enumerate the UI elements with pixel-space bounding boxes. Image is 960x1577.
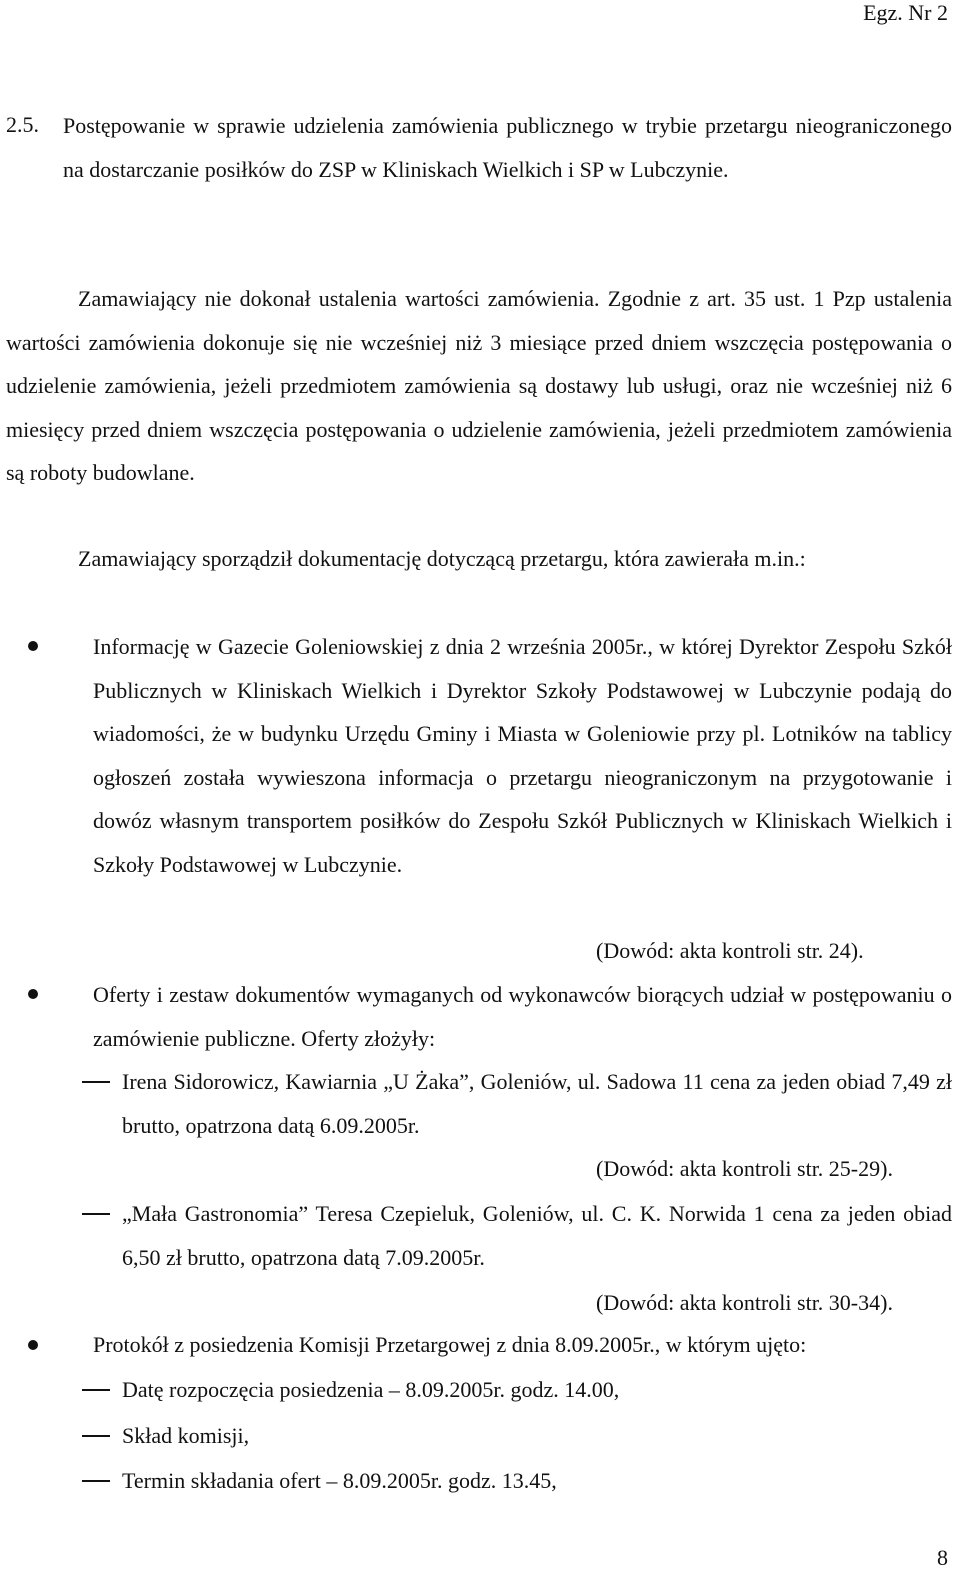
dash-icon	[82, 1081, 110, 1083]
paragraph-documentation-text: Zamawiający sporządził dokumentację dotyczącą przetargu, która zawierała m.in.:	[78, 546, 806, 571]
bullet-icon	[28, 1340, 38, 1350]
section-number: 2.5.	[6, 112, 39, 137]
evidence-reference: (Dowód: akta kontroli str. 24).	[596, 938, 864, 963]
section-title	[63, 104, 952, 191]
paragraph-documentation	[6, 537, 952, 581]
bullet-icon	[28, 989, 38, 999]
offer-sidorowicz	[122, 1060, 952, 1147]
offer-czepieluk-text: „Mała Gastronomia” Teresa Czepieluk, Goleniów, ul. C. K. Norwida 1 cena za jeden obiad 6,50 zł brutto, opatrzona datą 7.09.2005r.	[122, 1201, 952, 1270]
offer-sidorowicz-text: Irena Sidorowicz, Kawiarnia „U Żaka”, Goleniów, ul. Sadowa 11 cena za jeden obiad 7,49 zł brutto, opatrzona datą 6.09.2005r.	[122, 1069, 952, 1138]
dash-icon	[82, 1480, 110, 1482]
dash-icon	[82, 1213, 110, 1215]
evidence-reference: (Dowód: akta kontroli str. 30-34).	[596, 1290, 893, 1315]
dash-icon	[82, 1435, 110, 1437]
list-item-offers	[93, 973, 952, 1060]
dash-icon	[82, 1389, 110, 1391]
paragraph-valuation-text: Zamawiający nie dokonał ustalenia wartości zamówienia. Zgodnie z art. 35 ust. 1 Pzp ustalenia wartości zamówienia dokonuje się nie wcześniej niż 3 miesiące przed dniem wszczęcia postępowania o udzielenie zamówienia, jeżeli przedmiotem zamówienia są dostawy lub usługi, oraz nie wcześniej niż 6 miesięcy przed dniem wszczęcia postępowania o udzielenie zamówienia, jeżeli przedmiotem zamówienia są roboty budowlane.	[6, 286, 952, 485]
list-item-announcement-text: Informację w Gazecie Goleniowskiej z dnia 2 września 2005r., w której Dyrektor Zespołu Szkół Publicznych w Kliniskach Wielkich i Dyrektor Szkoły Podstawowej w Lubczynie podają do wiadomości, że w budynku Urzędu Gminy i Miasta w Goleniowie przy pl. Lotników na tablicy ogłoszeń została wywieszona informacja o przetargu nieograniczonym na przygotowanie i dowóz własnym transportem posiłków do Zespołu Szkół Publicznych w Kliniskach Wielkich i Szkoły Podstawowej w Lubczynie.	[93, 634, 952, 877]
section-title-text: Postępowanie w sprawie udzielenia zamówienia publicznego w trybie przetargu nieograniczonego na dostarczanie posiłków do ZSP w Kliniskach Wielkich i SP w Lubczynie.	[63, 113, 952, 182]
paragraph-valuation	[6, 277, 952, 495]
list-item-offers-text: Oferty i zestaw dokumentów wymaganych od wykonawców biorących udział w postępowaniu o zamówienie publiczne. Oferty złożyły:	[93, 982, 952, 1051]
copy-number-header: Egz. Nr 2	[863, 0, 948, 25]
list-item-protocol: Protokół z posiedzenia Komisji Przetargowej z dnia 8.09.2005r., w którym ujęto:	[93, 1332, 807, 1357]
protocol-deadline: Termin składania ofert – 8.09.2005r. godz. 13.45,	[122, 1468, 557, 1493]
evidence-reference: (Dowód: akta kontroli str. 25-29).	[596, 1156, 893, 1181]
list-item-announcement	[93, 625, 952, 886]
protocol-committee: Skład komisji,	[122, 1423, 250, 1448]
bullet-icon	[28, 641, 38, 651]
offer-czepieluk	[122, 1192, 952, 1279]
page-number: 8	[937, 1545, 948, 1570]
protocol-start-date: Datę rozpoczęcia posiedzenia – 8.09.2005r. godz. 14.00,	[122, 1377, 620, 1402]
